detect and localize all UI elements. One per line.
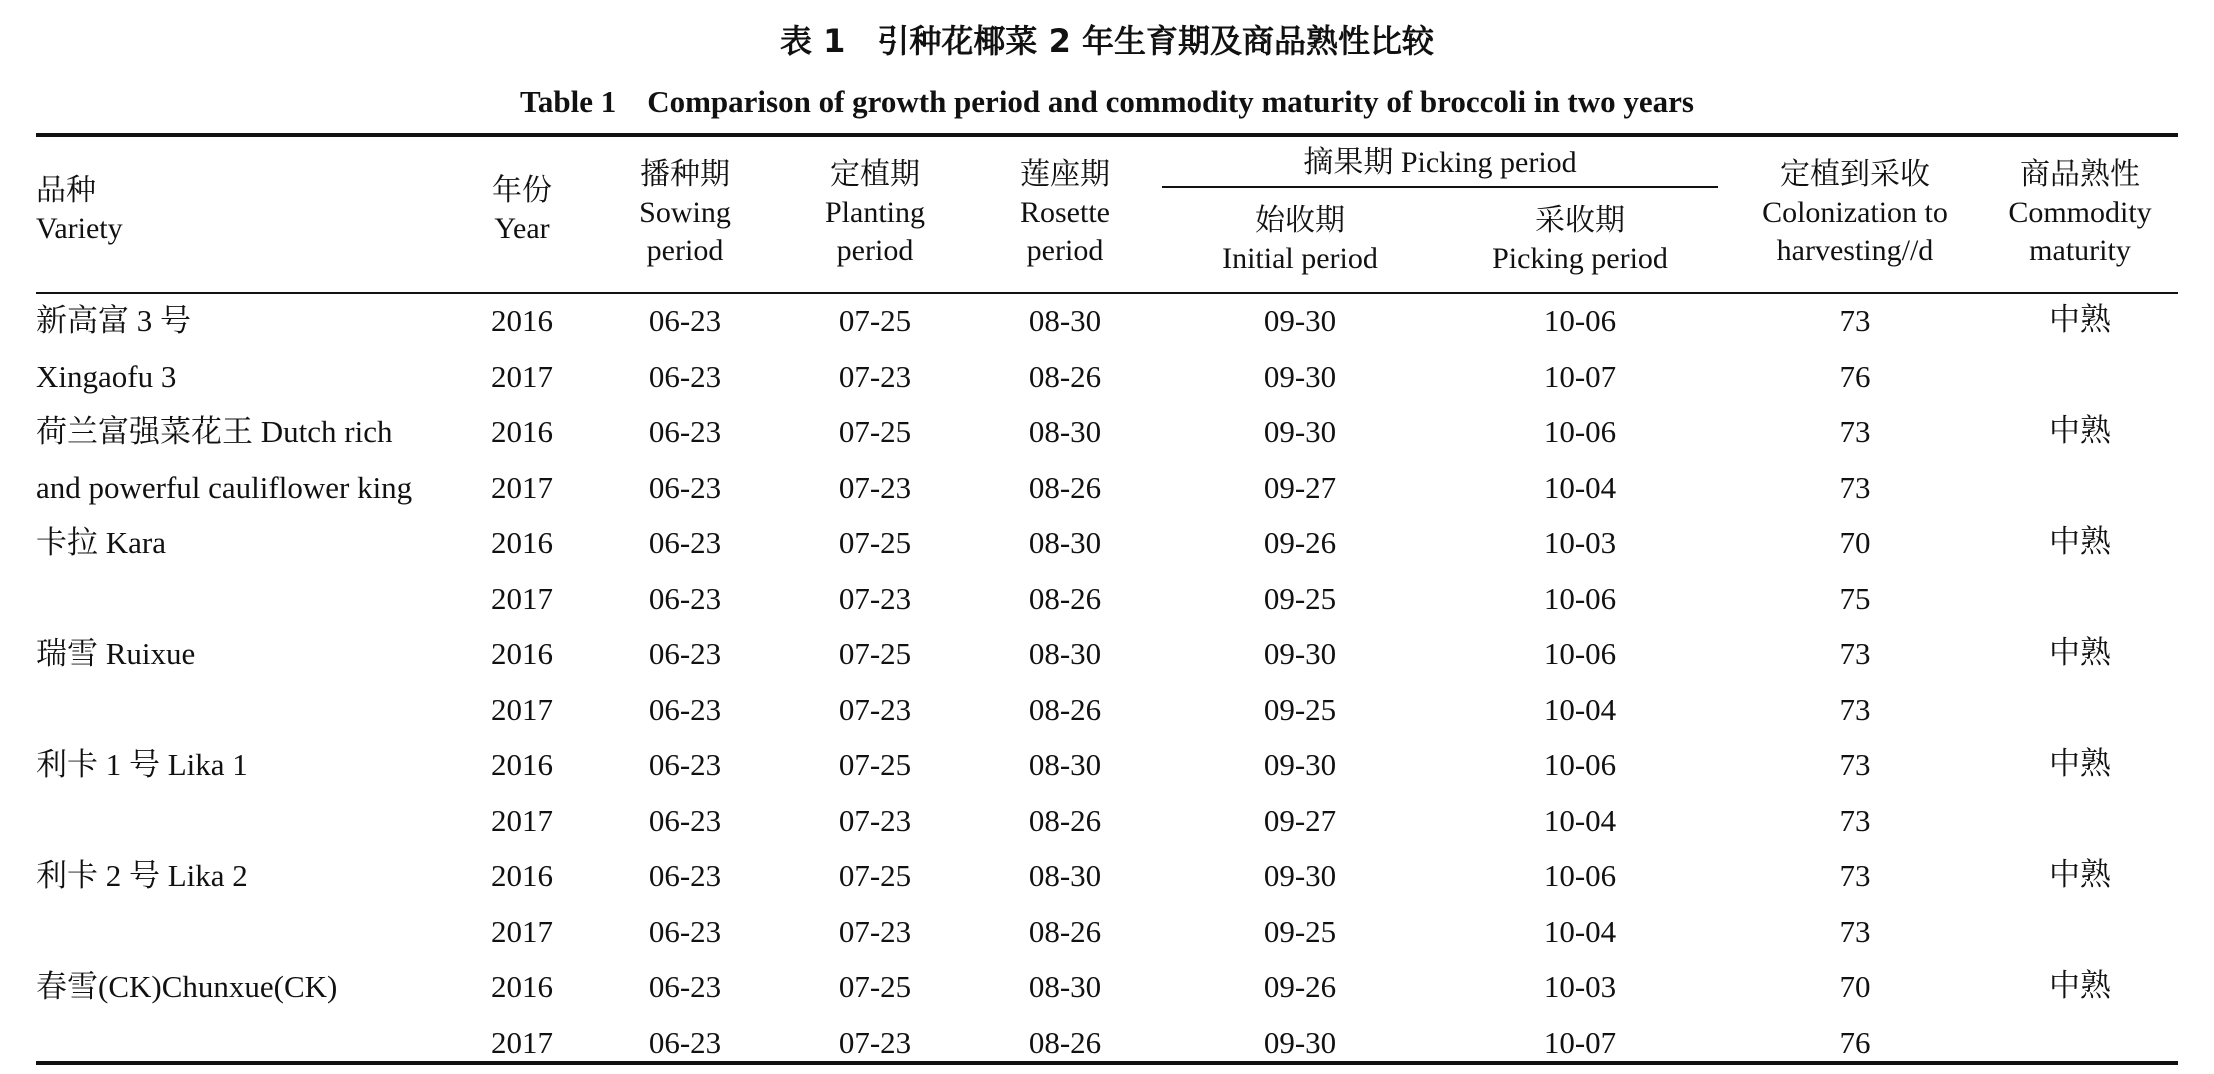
table-row <box>0 626 2214 681</box>
header-colonization-en2: harvesting//d <box>1776 234 1934 267</box>
cell-planting: 07-23 <box>838 469 912 505</box>
header-planting-cn: 定植期 <box>830 157 920 192</box>
table-row <box>0 682 2214 737</box>
cell-planting: 07-25 <box>838 747 912 782</box>
header-picking-group: 摘果期 Picking period <box>1303 146 1577 179</box>
table-row <box>0 848 2214 903</box>
cell-rosette: 08-30 <box>1028 969 1102 1004</box>
cell-days: 76 <box>1839 358 1871 394</box>
cell-variety: 新高富 3 号 <box>36 303 191 338</box>
cell-days: 73 <box>1839 747 1871 782</box>
header-sowing-en2: period <box>646 234 724 267</box>
cell-picking: 10-06 <box>1543 858 1617 893</box>
cell-initial: 09-30 <box>1263 747 1337 782</box>
cell-year: 2016 <box>491 747 553 782</box>
cell-initial: 09-27 <box>1263 469 1337 505</box>
cell-days: 75 <box>1839 580 1871 616</box>
cell-year: 2016 <box>491 858 553 893</box>
cell-initial: 09-27 <box>1263 802 1337 838</box>
cell-year: 2016 <box>491 303 553 338</box>
cell-days: 70 <box>1839 525 1871 560</box>
table-row <box>0 460 2214 515</box>
cell-maturity <box>1990 571 2170 626</box>
cell-maturity: 中熟 <box>2049 968 2111 1004</box>
cell-initial: 09-30 <box>1263 858 1337 893</box>
header-maturity-cn: 商品熟性 <box>2020 157 2140 192</box>
cell-planting: 07-23 <box>838 580 912 616</box>
cell-maturity <box>1990 460 2170 515</box>
header-sowing-en1: Sowing <box>639 196 731 229</box>
cell-year: 2016 <box>491 969 553 1004</box>
table-row <box>0 737 2214 792</box>
top-rule <box>36 133 2178 137</box>
cell-planting: 07-23 <box>838 1024 912 1060</box>
cell-maturity: 中熟 <box>2049 302 2111 338</box>
cell-planting: 07-25 <box>838 969 912 1004</box>
cell-days: 73 <box>1839 858 1871 893</box>
cell-rosette: 08-30 <box>1028 303 1102 338</box>
header-year-cn: 年份 <box>492 173 552 208</box>
cell-variety: 瑞雪 Ruixue <box>36 636 196 671</box>
cell-picking: 10-03 <box>1543 525 1617 560</box>
cell-rosette: 08-26 <box>1028 802 1102 838</box>
cell-variety: Xingaofu 3 <box>36 358 177 394</box>
cell-sowing: 06-23 <box>648 913 722 949</box>
header-rosette-en1: Rosette <box>1020 196 1110 229</box>
cell-days: 70 <box>1839 969 1871 1004</box>
cell-days: 73 <box>1839 303 1871 338</box>
cell-sowing: 06-23 <box>648 580 722 616</box>
header-year <box>470 172 574 248</box>
header-picking-sub-en: Picking period <box>1492 242 1668 275</box>
cell-days: 73 <box>1839 636 1871 671</box>
cell-variety <box>36 682 456 737</box>
cell-year: 2017 <box>491 913 553 949</box>
header-rosette <box>980 156 1150 270</box>
cell-rosette: 08-30 <box>1028 414 1102 449</box>
cell-variety <box>36 571 456 626</box>
cell-initial: 09-25 <box>1263 913 1337 949</box>
cell-rosette: 08-30 <box>1028 747 1102 782</box>
cell-planting: 07-25 <box>838 525 912 560</box>
cell-initial: 09-26 <box>1263 525 1337 560</box>
cell-planting: 07-25 <box>838 414 912 449</box>
cell-picking: 10-06 <box>1543 580 1617 616</box>
cell-initial: 09-25 <box>1263 580 1337 616</box>
header-rosette-cn: 莲座期 <box>1020 157 1110 192</box>
header-sowing <box>600 156 770 270</box>
cell-initial: 09-30 <box>1263 1024 1337 1060</box>
cell-sowing: 06-23 <box>648 636 722 671</box>
cell-initial: 09-30 <box>1263 414 1337 449</box>
header-variety-cn: 品种 <box>36 173 96 208</box>
header-planting-en2: period <box>836 234 914 267</box>
cell-maturity: 中熟 <box>2049 635 2111 671</box>
header-initial-en: Initial period <box>1222 242 1378 275</box>
cell-days: 73 <box>1839 913 1871 949</box>
cell-rosette: 08-26 <box>1028 358 1102 394</box>
cell-planting: 07-25 <box>838 858 912 893</box>
cell-planting: 07-23 <box>838 913 912 949</box>
cell-initial: 09-30 <box>1263 636 1337 671</box>
cell-days: 73 <box>1839 691 1871 727</box>
cell-sowing: 06-23 <box>648 1024 722 1060</box>
header-maturity-en1: Commodity <box>2008 196 2152 229</box>
header-colonization-cn: 定植到采收 <box>1780 157 1930 192</box>
cell-picking: 10-03 <box>1543 969 1617 1004</box>
cell-rosette: 08-26 <box>1028 469 1102 505</box>
table-row <box>0 515 2214 570</box>
cell-rosette: 08-26 <box>1028 1024 1102 1060</box>
header-colonization <box>1740 156 1970 270</box>
table-row <box>0 959 2214 1014</box>
cell-sowing: 06-23 <box>648 414 722 449</box>
cell-variety: 利卡 2 号 Lika 2 <box>36 858 248 893</box>
cell-sowing: 06-23 <box>648 802 722 838</box>
cell-planting: 07-23 <box>838 691 912 727</box>
header-picking-sub <box>1470 202 1690 278</box>
table-row <box>0 571 2214 626</box>
header-variety <box>36 172 336 248</box>
cell-sowing: 06-23 <box>648 969 722 1004</box>
cell-picking: 10-06 <box>1543 636 1617 671</box>
cell-year: 2017 <box>491 802 553 838</box>
header-maturity <box>1990 156 2170 270</box>
cell-picking: 10-06 <box>1543 414 1617 449</box>
cell-sowing: 06-23 <box>648 469 722 505</box>
cell-sowing: 06-23 <box>648 691 722 727</box>
cell-maturity: 中熟 <box>2049 857 2111 893</box>
cell-rosette: 08-30 <box>1028 636 1102 671</box>
cell-rosette: 08-26 <box>1028 913 1102 949</box>
cell-maturity <box>1990 793 2170 848</box>
cell-picking: 10-07 <box>1543 1024 1617 1060</box>
cell-picking: 10-04 <box>1543 802 1617 838</box>
cell-variety: and powerful cauliflower king <box>36 469 413 505</box>
cell-rosette: 08-26 <box>1028 691 1102 727</box>
cell-initial: 09-30 <box>1263 303 1337 338</box>
header-planting-en1: Planting <box>824 196 925 229</box>
table-row <box>0 293 2214 348</box>
cell-variety: 荷兰富强菜花王 Dutch rich <box>36 414 393 449</box>
cell-rosette: 08-30 <box>1028 525 1102 560</box>
cell-maturity: 中熟 <box>2049 746 2111 782</box>
header-colonization-en1: Colonization to <box>1762 196 1948 229</box>
header-picking-sub-cn: 采收期 <box>1535 203 1625 238</box>
cell-planting: 07-25 <box>838 303 912 338</box>
cell-picking: 10-06 <box>1543 303 1617 338</box>
cell-year: 2017 <box>491 1024 553 1060</box>
cell-maturity: 中熟 <box>2049 413 2111 449</box>
cell-picking: 10-04 <box>1543 469 1617 505</box>
header-planting <box>790 156 960 270</box>
header-maturity-en2: maturity <box>2029 234 2131 267</box>
cell-days: 73 <box>1839 469 1871 505</box>
cell-variety <box>36 904 456 959</box>
cell-year: 2017 <box>491 691 553 727</box>
cell-initial: 09-25 <box>1263 691 1337 727</box>
cell-year: 2017 <box>491 358 553 394</box>
cell-picking: 10-06 <box>1543 747 1617 782</box>
cell-sowing: 06-23 <box>648 303 722 338</box>
cell-variety: 春雪(CK)Chunxue(CK) <box>36 969 338 1004</box>
header-initial <box>1200 202 1400 278</box>
cell-rosette: 08-26 <box>1028 580 1102 616</box>
table-row <box>0 404 2214 459</box>
cell-variety: 利卡 1 号 Lika 1 <box>36 747 248 782</box>
cell-planting: 07-23 <box>838 802 912 838</box>
cell-maturity <box>1990 904 2170 959</box>
cell-variety <box>36 793 456 848</box>
cell-year: 2017 <box>491 469 553 505</box>
header-initial-cn: 始收期 <box>1255 203 1345 238</box>
cell-days: 73 <box>1839 414 1871 449</box>
cell-initial: 09-30 <box>1263 358 1337 394</box>
cell-days: 76 <box>1839 1024 1871 1060</box>
cell-planting: 07-25 <box>838 636 912 671</box>
cell-rosette: 08-30 <box>1028 858 1102 893</box>
cell-initial: 09-26 <box>1263 969 1337 1004</box>
cell-year: 2016 <box>491 525 553 560</box>
cell-picking: 10-04 <box>1543 691 1617 727</box>
cell-sowing: 06-23 <box>648 525 722 560</box>
header-sowing-cn: 播种期 <box>640 157 730 192</box>
cell-year: 2016 <box>491 636 553 671</box>
cell-picking: 10-07 <box>1543 358 1617 394</box>
header-rosette-en2: period <box>1026 234 1104 267</box>
cell-sowing: 06-23 <box>648 747 722 782</box>
table-caption-cn: 表 1 引种花椰菜 2 年生育期及商品熟性比较 <box>780 22 1434 60</box>
table-row <box>0 904 2214 959</box>
cell-maturity: 中熟 <box>2049 524 2111 560</box>
table-row <box>0 793 2214 848</box>
bottom-rule <box>36 1061 2178 1065</box>
cell-maturity <box>1990 349 2170 404</box>
table-caption-en: Table 1 Comparison of growth period and commodity maturity of broccoli in two years <box>520 84 1694 119</box>
cell-days: 73 <box>1839 802 1871 838</box>
cell-picking: 10-04 <box>1543 913 1617 949</box>
header-year-en: Year <box>494 212 550 245</box>
cell-planting: 07-23 <box>838 358 912 394</box>
header-variety-en: Variety <box>36 212 123 245</box>
cell-maturity <box>1990 682 2170 737</box>
cell-sowing: 06-23 <box>648 858 722 893</box>
table-row <box>0 349 2214 404</box>
cell-variety: 卡拉 Kara <box>36 525 166 560</box>
cell-year: 2017 <box>491 580 553 616</box>
cell-sowing: 06-23 <box>648 358 722 394</box>
cell-year: 2016 <box>491 414 553 449</box>
picking-group-rule <box>1162 186 1718 188</box>
